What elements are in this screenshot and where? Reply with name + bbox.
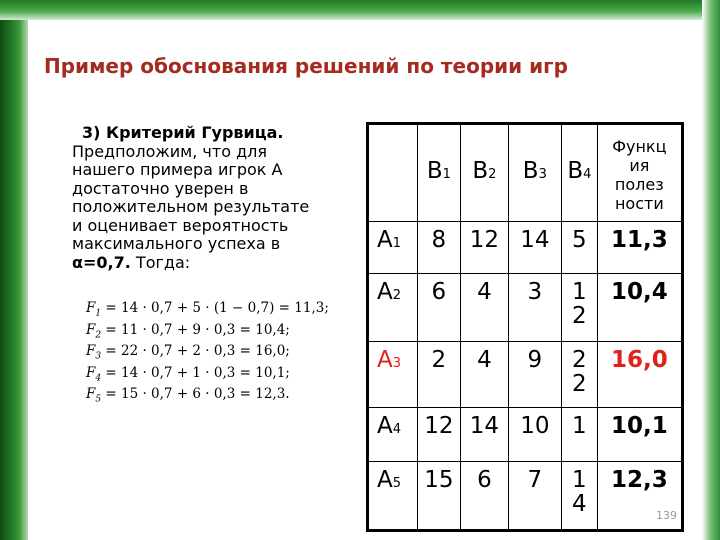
table-cell: 8 xyxy=(417,222,461,274)
table-cell: 10 xyxy=(508,408,561,462)
formula-expression: = 14 · 0,7 + 1 · 0,3 = 10,1; xyxy=(101,364,290,381)
formula-symbol: $F_1$ xyxy=(86,300,102,319)
formula-list xyxy=(86,300,329,408)
intro-line: максимального успеха в xyxy=(72,234,281,253)
table-cell: 6 xyxy=(461,462,509,531)
page-number: 139 xyxy=(656,509,677,522)
table-cell: 7 xyxy=(508,462,561,531)
table-cell: 2 2 xyxy=(562,342,598,408)
formula-expression: = 11 · 0,7 + 9 · 0,3 = 10,4; xyxy=(101,321,290,338)
table-cell: 3 xyxy=(508,274,561,342)
function-value: 10,1 xyxy=(597,408,682,462)
table-cell: 15 xyxy=(417,462,461,531)
table-cell: 6 xyxy=(417,274,461,342)
right-decor-bar xyxy=(702,0,720,540)
formula-row xyxy=(86,300,329,322)
function-value: 10,4 xyxy=(597,274,682,342)
intro-line: достаточно уверен в xyxy=(72,178,249,198)
hurwicz-table xyxy=(366,122,684,532)
row-label: A1 xyxy=(368,222,418,274)
row-label: A2 xyxy=(368,274,418,342)
corner-cell xyxy=(368,124,418,222)
table-cell: 12 xyxy=(417,408,461,462)
table-cell: 14 xyxy=(461,408,509,462)
row-label: A3 xyxy=(368,342,418,408)
table-cell: 5 xyxy=(562,222,598,274)
intro-lead: 3) Критерий Гурвица. xyxy=(82,123,284,142)
table-row xyxy=(368,342,683,408)
function-header: Функц ия полез ности xyxy=(597,124,682,222)
formula-row xyxy=(86,365,329,387)
table-row xyxy=(368,462,683,531)
table-cell: 1 4 xyxy=(562,462,598,531)
intro-line: и оценивает вероятность xyxy=(72,215,289,235)
alpha-value: α=0,7. xyxy=(72,252,131,272)
function-value: 12,3 xyxy=(610,467,668,493)
table-cell: 9 xyxy=(508,342,561,408)
formula-row xyxy=(86,322,329,344)
table-cell: 12 xyxy=(461,222,509,274)
intro-line: Предположим, что для xyxy=(72,141,267,161)
formula-expression: = 15 · 0,7 + 6 · 0,3 = 12,3. xyxy=(101,386,290,402)
table-header-row xyxy=(368,124,683,222)
formula-row xyxy=(86,343,329,365)
formula-row xyxy=(86,386,329,408)
column-header: B3 xyxy=(508,124,561,222)
formula-symbol: $F_3$ xyxy=(86,343,102,362)
row-label: A4 xyxy=(368,408,418,462)
table-cell: 14 xyxy=(508,222,561,274)
table-row xyxy=(368,274,683,342)
table-row xyxy=(368,408,683,462)
column-header: B4 xyxy=(562,124,598,222)
intro-tail: Тогда: xyxy=(130,252,191,272)
formula-expression: = 14 · 0,7 + 5 · (1 − 0,7) = 11,3; xyxy=(101,300,329,316)
table-cell: 2 xyxy=(417,342,461,408)
slide-title: Пример обоснования решений по теории игр xyxy=(44,54,568,78)
formula-symbol: $F_2$ xyxy=(86,321,102,341)
table-cell: 1 xyxy=(562,408,598,462)
intro-text xyxy=(72,124,362,272)
function-value-best: 16,0 xyxy=(597,342,682,408)
intro-line: положительном результате xyxy=(72,197,310,216)
left-decor-bar xyxy=(0,0,28,540)
column-header: B2 xyxy=(461,124,509,222)
formula-symbol: $F_4$ xyxy=(86,364,102,384)
column-header: B1 xyxy=(417,124,461,222)
table-cell: 1 2 xyxy=(562,274,598,342)
table-cell: 4 xyxy=(461,274,509,342)
table-row xyxy=(368,222,683,274)
table-cell: 4 xyxy=(461,342,509,408)
top-decor-bar xyxy=(0,0,720,20)
intro-line: нашего примера игрок А xyxy=(72,160,283,179)
function-value: 11,3 xyxy=(597,222,682,274)
formula-symbol: $F_5$ xyxy=(86,386,102,405)
formula-expression: = 22 · 0,7 + 2 · 0,3 = 16,0; xyxy=(101,343,290,359)
row-label: A5 xyxy=(368,462,418,531)
